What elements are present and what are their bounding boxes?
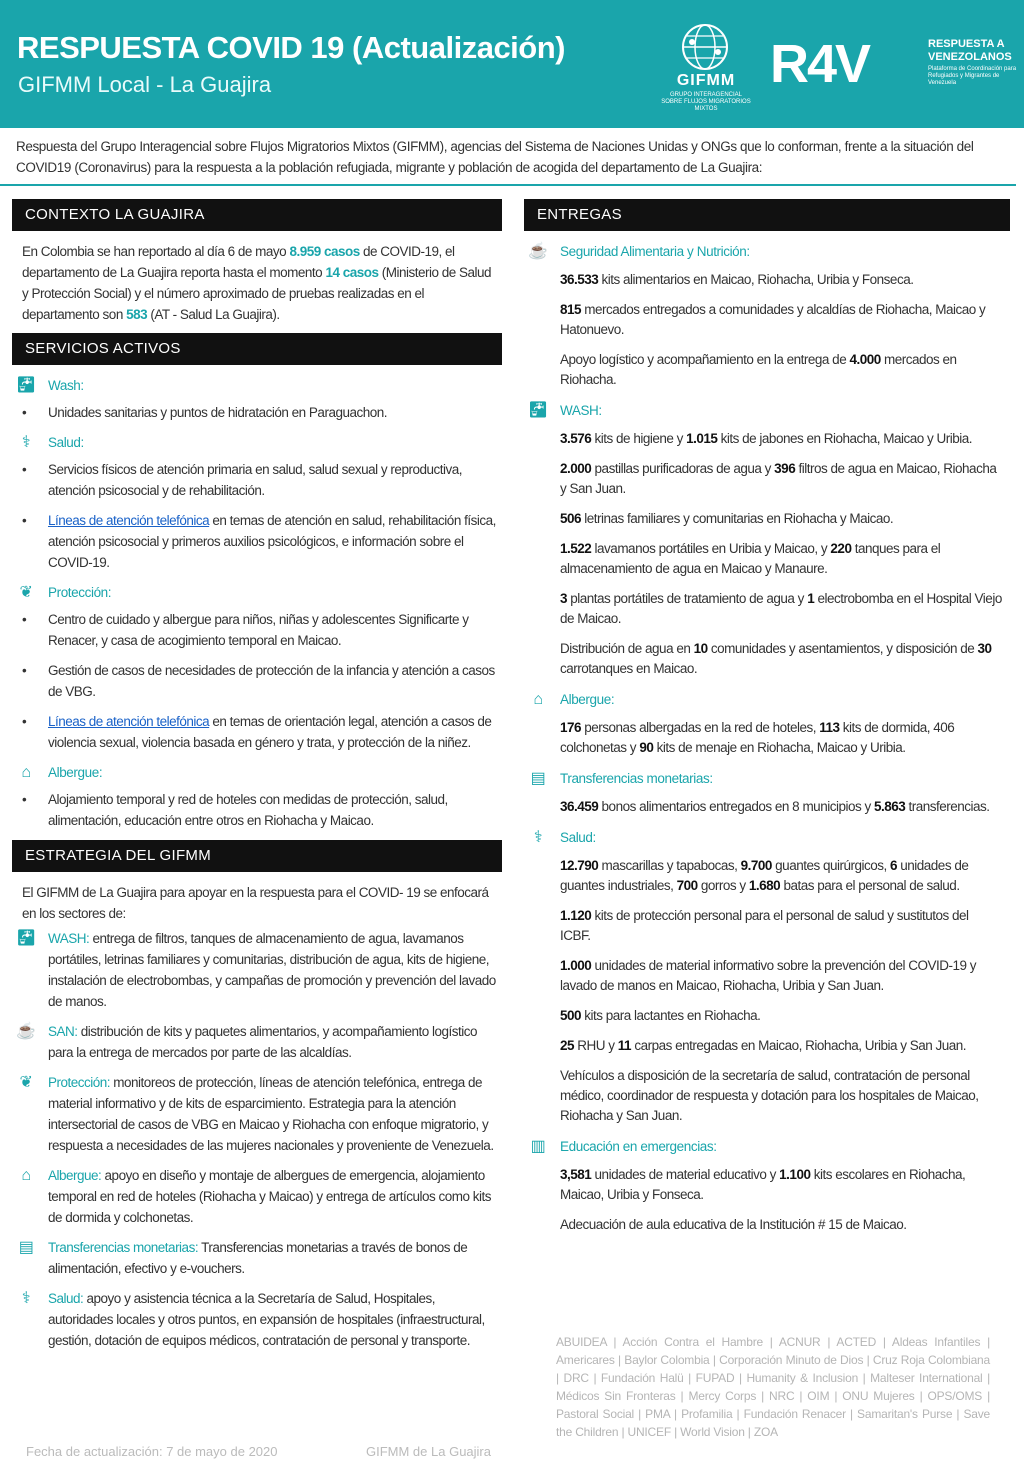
value: 12.790 — [560, 858, 599, 873]
text: kits de protección personal para el personal de salud y sustitutos del ICBF. — [560, 908, 969, 943]
estrategia-wash-text: entrega de filtros, tanques de almacenamiento de agua, lavamanos portátiles, letrinas familiares y comunitarias, distribución de agua, kits de higiene, instalación de electrobombas, y campañas de promoción y prevención del lavado de manos. — [48, 931, 496, 1009]
text: electrobomba en el Hospital Viejo de Maicao. — [560, 591, 1002, 626]
estrategia-intro: El GIFMM de La Guajira para apoyar en la respuesta para el COVID- 19 se enfocará en los sectores de: — [22, 885, 489, 921]
page-title: RESPUESTA COVID 19 (Actualización) — [17, 30, 565, 65]
contexto-text-1: En Colombia se han reportado al día 6 de mayo — [22, 244, 290, 259]
pruebas-count: 583 — [126, 307, 148, 322]
value: 25 — [560, 1038, 575, 1053]
san-label: SAN: — [48, 1024, 78, 1039]
list-item: Adecuación de aula educativa de la Institución # 15 de Maicao. — [560, 1217, 907, 1232]
list-item — [524, 1165, 1010, 1205]
list-item — [12, 711, 502, 753]
value: 1.015 — [686, 431, 718, 446]
shelter-icon: ⌂ — [21, 1167, 31, 1184]
proteccion-hotline-link[interactable]: Líneas de atención telefónica — [48, 714, 210, 729]
header-banner — [0, 0, 1024, 128]
value: 10 — [693, 641, 708, 656]
water-tap-icon: 🚰︎ — [528, 402, 548, 419]
list-item: • Gestión de casos de necesidades de protección de la infancia y atención a casos de VBG. — [12, 660, 502, 702]
entregas-salud-category — [524, 827, 1010, 848]
text: RHU y — [574, 1038, 618, 1053]
value: 1.680 — [748, 878, 781, 893]
contexto-text-3: (Ministerio de Salud y Protección Social) y el número aproximado de pruebas realizadas en el departamento son — [22, 265, 492, 322]
value: 9.700 — [740, 858, 772, 873]
text: letrinas familiares y comunitarias en Riohacha y Maicao. — [581, 511, 894, 526]
value: 36.533 — [560, 272, 599, 287]
cash-icon: ▤ — [18, 1239, 34, 1256]
estrategia-wash — [12, 928, 502, 1012]
estrategia-transferencias — [12, 1237, 502, 1279]
proteccion-hotline-text: en temas de orientación legal, atención a casos de violencia sexual, violencia basada en género y trata, y protección de la niñez. — [48, 714, 492, 750]
text: mascarillas y tapabocas, — [598, 858, 741, 873]
value: 11 — [617, 1038, 632, 1053]
value: 1.120 — [560, 908, 592, 923]
proteccion-label: Protección: — [48, 1075, 111, 1090]
list-item — [524, 856, 1010, 896]
list-item — [524, 639, 1010, 679]
salud-hotline-link[interactable]: Líneas de atención telefónica — [48, 513, 210, 528]
r4v-logo: R4V — [770, 34, 870, 94]
albergue-label: Albergue: — [48, 765, 103, 780]
left-column — [12, 199, 502, 1360]
text: kits de jabones en Riohacha, Maicao y Uribia. — [717, 431, 973, 446]
value: 1.100 — [779, 1167, 811, 1182]
entregas-educacion-category — [524, 1136, 1010, 1157]
text: tanques para el almacenamiento de agua en Maicao y Manaure. — [560, 541, 941, 576]
water-tap-icon: 🚰︎ — [16, 930, 36, 947]
list-item — [524, 539, 1010, 579]
wash-label: Wash: — [48, 378, 84, 393]
list-item — [524, 509, 1010, 529]
estrategia-proteccion — [12, 1072, 502, 1156]
estrategia-heading: ESTRATEGIA DEL GIFMM — [12, 840, 502, 872]
r4v-logo-text — [928, 38, 1018, 87]
contexto-heading: CONTEXTO LA GUAJIRA — [12, 199, 502, 231]
footer-org: GIFMM de La Guajira — [366, 1444, 491, 1459]
estrategia-proteccion-text: monitoreos de protección, líneas de atención telefónica, entrega de material informativo y de kits de esparcimiento. Estrategia para la atención intersectorial de casos de VBG en Maicao y Riohacha con enfoque migratorio, y respuesta a necesidades de las mujeres nacionales y proveniente de Venezuela. — [48, 1075, 494, 1153]
family-protection-icon: ❦ — [19, 584, 33, 601]
text: kits alimentarios en Maicao, Riohacha, Uribia y Fonseca. — [598, 272, 914, 287]
cash-icon: ▤ — [530, 770, 546, 787]
value: 2.000 — [560, 461, 592, 476]
text: plantas portátiles de tratamiento de agua y — [567, 591, 808, 606]
value: 815 — [560, 302, 582, 317]
right-column — [524, 199, 1010, 1245]
text: Apoyo logístico y acompañamiento en la entrega de — [560, 352, 850, 367]
value: 5.863 — [873, 799, 906, 814]
contexto-text-2: de COVID-19, el departamento de La Guajira reporta hasta el momento — [22, 244, 455, 280]
text: mercados entregados a comunidades y alcaldías de Riohacha, Maicao y Hatonuevo. — [560, 302, 986, 337]
entregas-san-category — [524, 241, 1010, 262]
salud-label: Salud: — [48, 1291, 84, 1306]
r4v-subtitle: Plataforma de Coordinación para Refugiados y Migrantes de Venezuela — [928, 66, 1017, 86]
text: bonos alimentarios entregados en 8 municipios y — [598, 799, 874, 814]
update-date: Fecha de actualización: 7 de mayo de 2020 — [26, 1444, 278, 1459]
r4v-title: RESPUESTA A VENEZOLANOS — [928, 38, 1012, 63]
list-item: • Alojamiento temporal y red de hoteles con medidas de protección, salud, alimentación, educación entre otros en Riohacha y Maicao. — [12, 789, 502, 831]
text: Distribución de agua en — [560, 641, 694, 656]
value: 30 — [977, 641, 992, 656]
caduceus-icon: ⚕ — [21, 1290, 31, 1307]
list-item: Vehículos a disposición de la secretaría de salud, contratación de personal médico, coordinador de respuesta y dotación para los hospitales de Maicao, Riohacha y San Juan. — [560, 1068, 979, 1123]
text: guantes quirúrgicos, — [771, 858, 890, 873]
estrategia-albergue — [12, 1165, 502, 1228]
value: 1.000 — [560, 958, 592, 973]
text: mercados en Riohacha. — [560, 352, 957, 387]
entregas-heading: ENTREGAS — [524, 199, 1010, 231]
text: unidades de guantes industriales, — [560, 858, 969, 893]
value: 396 — [774, 461, 796, 476]
value: 113 — [819, 720, 840, 735]
shelter-icon: ⌂ — [533, 691, 543, 708]
servicios-proteccion-category — [12, 582, 502, 603]
text: batas para el personal de salud. — [780, 878, 960, 893]
gifmm-logo — [660, 22, 760, 112]
list-item — [524, 459, 1010, 499]
san-label: Seguridad Alimentaria y Nutrición: — [560, 244, 750, 259]
list-item — [524, 589, 1010, 629]
list-item: • Centro de cuidado y albergue para niños, niñas y adolescentes Significarte y Renacer, y casa de acogimiento temporal en Maicao. — [12, 609, 502, 651]
text: carpas entregadas en Maicao, Riohacha, Uribia y San Juan. — [631, 1038, 967, 1053]
water-tap-icon: 🚰︎ — [16, 377, 36, 394]
page-subtitle: GIFMM Local - La Guajira — [18, 72, 272, 97]
text: kits escolares en Riohacha, Maicao, Uribia y Fonseca. — [560, 1167, 966, 1202]
estrategia-san — [12, 1021, 502, 1063]
servicios-wash-category — [12, 375, 502, 396]
value: 3,581 — [560, 1167, 592, 1182]
educacion-label: Educación en emergencias: — [560, 1139, 717, 1154]
value: 6 — [890, 858, 898, 873]
divider — [0, 184, 1016, 186]
text: carrotanques en Maicao. — [560, 661, 698, 676]
entregas-wash-category — [524, 400, 1010, 421]
salud-label: Salud: — [48, 435, 84, 450]
gifmm-logo-subtext: GRUPO INTERAGENCIAL SOBRE FLUJOS MIGRATORIOS MIXTOS — [661, 92, 751, 112]
estrategia-san-text: distribución de kits y paquetes alimentarios, y acompañamiento logístico para la entrega de mercados por parte de las alcaldías. — [48, 1024, 477, 1060]
value: 500 — [560, 1008, 582, 1023]
list-item — [524, 956, 1010, 996]
list-item — [524, 1006, 1010, 1026]
entregas-transferencias-category — [524, 768, 1010, 789]
estrategia-albergue-text: apoyo en diseño y montaje de albergues de emergencia, alojamiento temporal en red de hoteles (Riohacha y Maicao) y entrega de artículos como kits de dormida y colchonetas. — [48, 1168, 491, 1225]
transferencias-label: Transferencias monetarias: — [48, 1240, 199, 1255]
text: transferencias. — [905, 799, 990, 814]
gifmm-logo-text: GIFMM — [676, 72, 736, 89]
text: pastillas purificadoras de agua y — [591, 461, 775, 476]
intro-text: Respuesta del Grupo Interagencial sobre Flujos Migratorios Mixtos (GIFMM), agencias del Sistema de Naciones Unidas y ONGs que lo conforman, frente a la situación del COVID19 (Coronavirus) para la respuesta a la población refugiada, migrante y población de acogida del departamento de La Guajira: — [16, 139, 974, 175]
list-item — [12, 510, 502, 573]
list-item — [524, 797, 1010, 817]
salud-hotline-text: en temas de atención en salud, rehabilitación física, atención psicosocial y primeros auxilios psicológicos, e información sobre el COVID-19. — [48, 513, 496, 570]
text: kits de menaje en Riohacha, Maicao y Uribia. — [653, 740, 906, 755]
value: 1.522 — [560, 541, 592, 556]
text: kits de higiene y — [591, 431, 687, 446]
value: 220 — [830, 541, 852, 556]
gifmm-seal-icon — [672, 22, 738, 72]
list-item — [524, 350, 1010, 390]
list-item: • Servicios físicos de atención primaria en salud, salud sexual y reproductiva, atención psicosocial y de rehabilitación. — [12, 459, 502, 501]
estrategia-salud — [12, 1288, 502, 1351]
text: unidades de material informativo sobre la prevención del COVID-19 y lavado de manos en Maicao, Riohacha, Uribia y San Juan. — [560, 958, 977, 993]
albergue-label: Albergue: — [48, 1168, 102, 1183]
contexto-text — [12, 231, 502, 331]
servicios-salud-category — [12, 432, 502, 453]
list-item: • Unidades sanitarias y puntos de hidratación en Paraguachon. — [12, 402, 502, 423]
value: 3 — [560, 591, 568, 606]
book-icon: ▥ — [530, 1138, 546, 1155]
food-bowl-icon: ☕ — [16, 1023, 36, 1040]
text: kits para lactantes en Riohacha. — [581, 1008, 761, 1023]
value: 90 — [639, 740, 654, 755]
entregas-albergue-category — [524, 689, 1010, 710]
casos-guajira: 14 casos — [325, 265, 379, 280]
family-protection-icon: ❦ — [19, 1074, 33, 1091]
transferencias-label: Transferencias monetarias: — [560, 771, 713, 786]
caduceus-icon: ⚕ — [533, 829, 543, 846]
servicios-albergue-category — [12, 762, 502, 783]
value: 506 — [560, 511, 582, 526]
wash-label: WASH: — [560, 403, 602, 418]
value: 4.000 — [849, 352, 881, 367]
list-item — [524, 1036, 1010, 1056]
text: comunidades y asentamientos, y disposición de — [707, 641, 978, 656]
estrategia-salud-text: apoyo y asistencia técnica a la Secretaría de Salud, Hospitales, autoridades locales y otros puntos, en expansión de hospitales (infraestructural, gestión, dotación de equipos médicos, contratación de personal y transporte. — [48, 1291, 485, 1348]
food-bowl-icon: ☕ — [528, 243, 548, 260]
value: 176 — [560, 720, 582, 735]
estrategia-transferencias-text: Transferencias monetarias a través de bonos de alimentación, efectivo y e-vouchers. — [48, 1240, 468, 1276]
value: 3.576 — [560, 431, 592, 446]
caduceus-icon: ⚕ — [21, 434, 31, 451]
value: 1 — [807, 591, 815, 606]
text: unidades de material educativo y — [591, 1167, 780, 1182]
casos-colombia: 8.959 casos — [289, 244, 360, 259]
shelter-icon: ⌂ — [21, 764, 31, 781]
wash-label: WASH: — [48, 931, 90, 946]
value: 36.459 — [560, 799, 599, 814]
proteccion-label: Protección: — [48, 585, 112, 600]
text: kits de dormida, 406 colchonetas y — [560, 720, 955, 755]
list-item — [524, 300, 1010, 340]
list-item — [524, 718, 1010, 758]
text: personas albergadas en la red de hoteles, — [581, 720, 820, 735]
text: filtros de agua en Maicao, Riohacha y San Juan. — [560, 461, 997, 496]
albergue-label: Albergue: — [560, 692, 615, 707]
salud-label: Salud: — [560, 830, 596, 845]
list-item — [524, 270, 1010, 290]
value: 700 — [676, 878, 698, 893]
text: gorros y — [697, 878, 749, 893]
list-item — [524, 906, 1010, 946]
contexto-text-4: (AT - Salud La Guajira). — [147, 307, 280, 322]
servicios-heading: SERVICIOS ACTIVOS — [12, 333, 502, 365]
list-item — [524, 429, 1010, 449]
partners-list: ABUIDEA | Acción Contra el Hambre | ACNUR | ACTED | Aldeas Infantiles | Americares | Baylor Colombia | Corporación Minuto de Dios | Cruz Roja Colombiana | DRC | Fundación Halü | FUPAD | Humanity & Inclusion | Malteser International | Médicos Sin Fronteras | Mercy Corps | NRC | OIM | ONU Mujeres | OPS/OMS | Pastoral Social | PMA | Profamilia | Fundación Renacer | Samaritan's Purse | Save the Children | UNICEF | World Vision | ZOA — [556, 1335, 990, 1439]
text: lavamanos portátiles en Uribia y Maicao, y — [591, 541, 831, 556]
